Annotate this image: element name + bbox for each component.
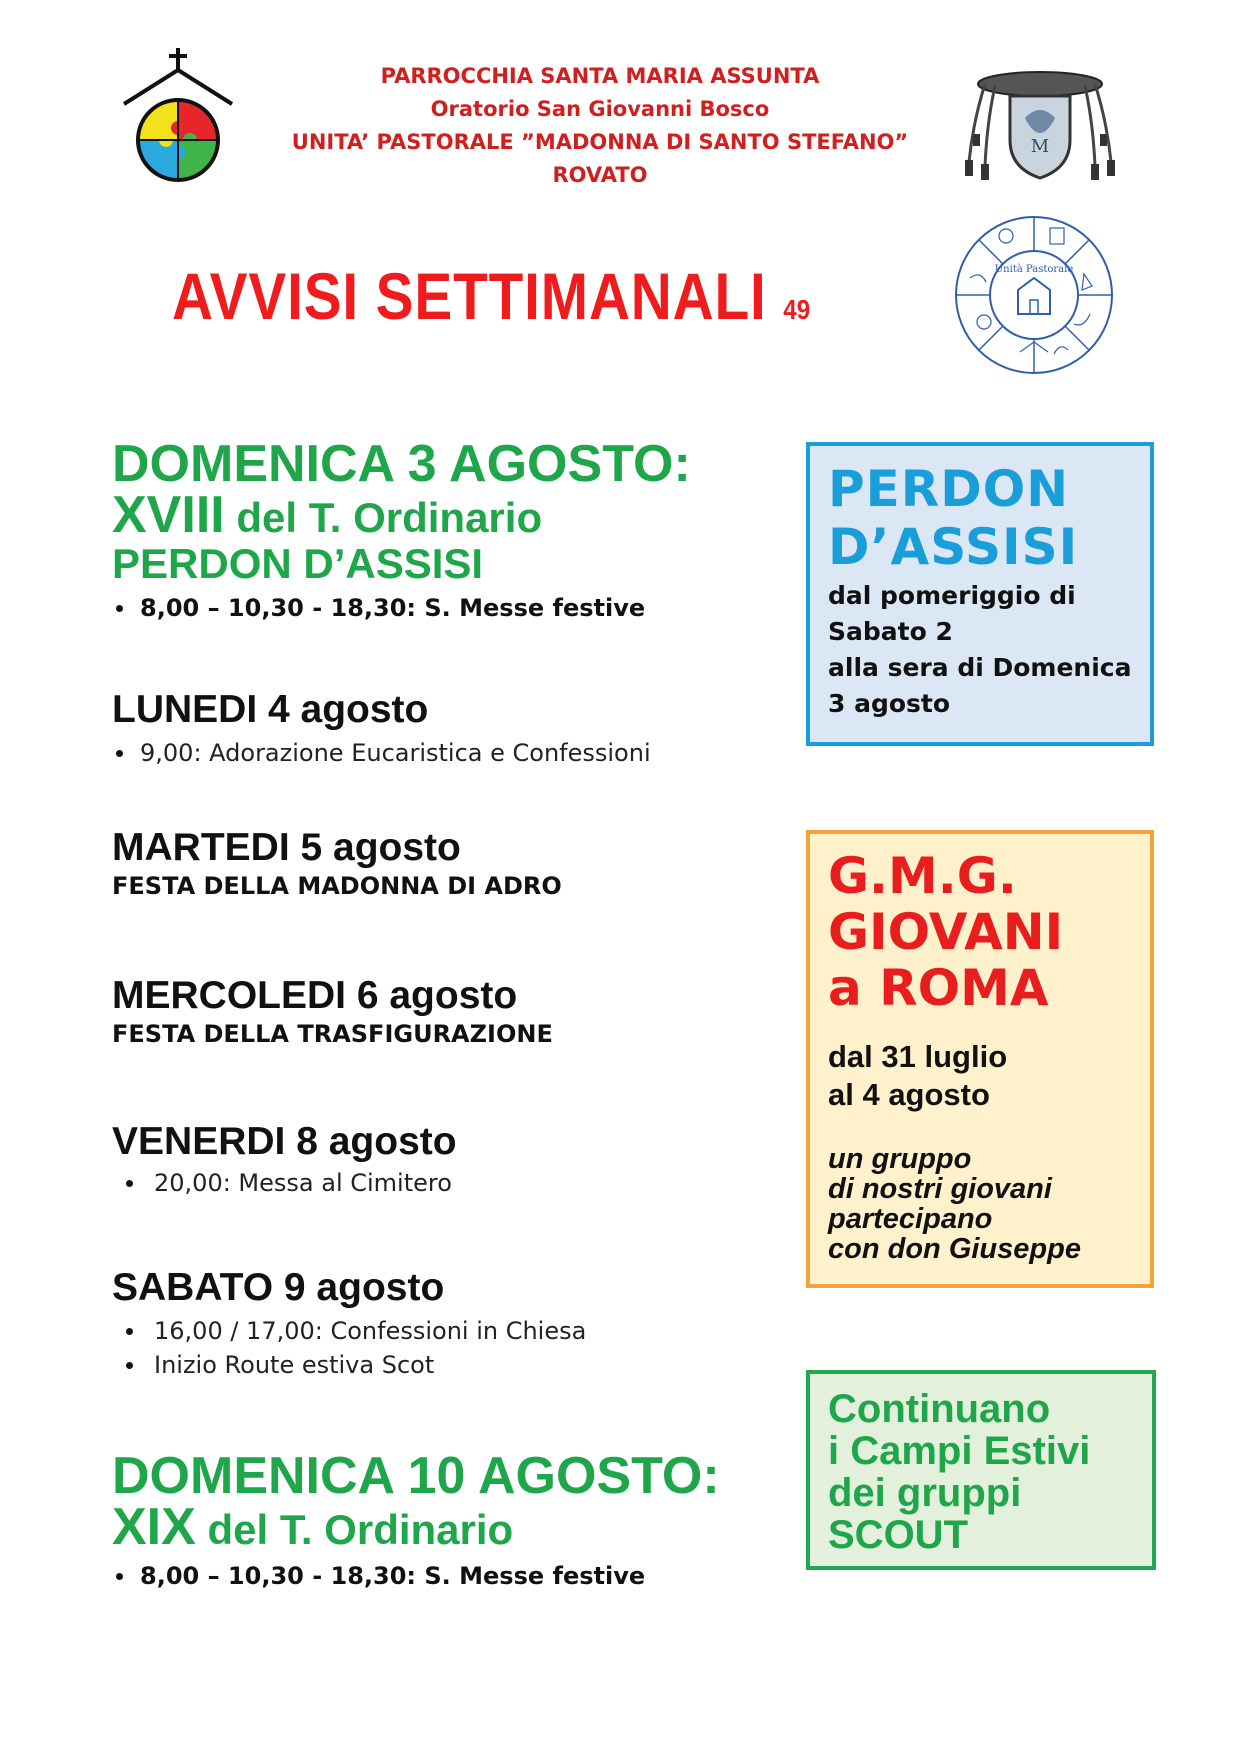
box-text-line: alla sera di Domenica [828, 653, 1132, 682]
parish-header [230, 60, 970, 192]
issue-number: 49 [783, 294, 811, 325]
box-title-line: D’ASSISI [828, 518, 1079, 576]
list-item: 8,00 – 10,30 - 18,30: S. Messe festive [112, 1559, 720, 1593]
day-heading: LUNEDI 4 agosto [112, 688, 429, 731]
day-heading: DOMENICA 3 AGOSTO: [112, 435, 691, 493]
header-line-3: UNITA’ PASTORALE ”MADONNA DI SANTO STEFANO” [291, 130, 909, 154]
page-title-text: AVVISI SETTIMANALI [172, 259, 767, 333]
box-date-line: al 4 agosto [828, 1077, 990, 1112]
day-liturgy-roman: XVIII [112, 486, 225, 544]
seal-label: Unità Pastorale [994, 264, 1074, 275]
box-title-line: GIOVANI [828, 903, 1064, 961]
gmg-box [806, 830, 1154, 1288]
day-items [112, 1559, 720, 1593]
oratorio-logo [118, 48, 248, 184]
box-text-line: Sabato 2 [828, 617, 953, 646]
box-note-line: di nostri giovani [828, 1173, 1052, 1205]
box-date-line: dal 31 luglio [828, 1039, 1008, 1074]
day-items [112, 1166, 457, 1200]
day-sunday-3 [112, 436, 691, 625]
perdon-assisi-box [806, 442, 1154, 746]
day-feast: PERDON D’ASSISI [112, 540, 484, 587]
box-title-line: dei gruppi [828, 1471, 1022, 1515]
day-saturday-9 [112, 1266, 586, 1382]
header-line-4: ROVATO [552, 163, 648, 187]
day-liturgy-rest: del T. Ordinario [195, 1506, 514, 1553]
day-heading: MARTEDI 5 agosto [112, 826, 461, 869]
box-note-line: un gruppo [828, 1143, 972, 1175]
box-title-line: SCOUT [828, 1513, 968, 1557]
day-sunday-10 [112, 1448, 720, 1593]
box-title-line: a ROMA [828, 959, 1049, 1017]
list-item: 9,00: Adorazione Eucaristica e Confessioni [112, 736, 651, 770]
box-text-line: dal pomeriggio di [828, 581, 1076, 610]
box-note-line: partecipano [828, 1203, 993, 1235]
day-subtitle: FESTA DELLA TRASFIGURAZIONE [112, 1020, 553, 1048]
day-heading: SABATO 9 agosto [112, 1266, 445, 1309]
box-note-line: con don Giuseppe [828, 1233, 1081, 1265]
list-item: 16,00 / 17,00: Confessioni in Chiesa [112, 1314, 586, 1348]
box-text [828, 578, 1132, 722]
scout-camps-box [806, 1370, 1156, 1570]
header-line-1: PARROCCHIA SANTA MARIA ASSUNTA [380, 64, 820, 88]
day-wednesday-6 [112, 974, 553, 1050]
list-item: 20,00: Messa al Cimitero [112, 1166, 457, 1200]
bishop-crest-icon [955, 62, 1125, 182]
box-note [828, 1144, 1132, 1264]
day-liturgy [112, 486, 691, 544]
list-item: Inizio Route estiva Scot [112, 1348, 586, 1382]
day-items [112, 1314, 586, 1382]
day-liturgy-roman: XIX [112, 1498, 196, 1556]
day-items [112, 736, 651, 770]
box-title-line: Continuano [828, 1387, 1051, 1431]
box-text-line: 3 agosto [828, 689, 951, 718]
box-dates [828, 1038, 1132, 1114]
day-subtitle: FESTA DELLA MADONNA DI ADRO [112, 872, 562, 900]
day-friday-8 [112, 1120, 457, 1200]
list-item: 8,00 – 10,30 - 18,30: S. Messe festive [112, 591, 691, 625]
header-line-2: Oratorio San Giovanni Bosco [430, 97, 770, 121]
svg-text:M: M [1030, 136, 1050, 157]
pastoral-unit-seal-icon [950, 214, 1118, 376]
day-items [112, 591, 691, 625]
box-title-line: G.M.G. [828, 847, 1017, 905]
box-title-line: i Campi Estivi [828, 1429, 1091, 1473]
box-title-line: PERDON [828, 460, 1070, 518]
day-liturgy-rest: del T. Ordinario [224, 494, 543, 541]
page-title [172, 258, 810, 334]
day-heading: VENERDI 8 agosto [112, 1120, 457, 1163]
day-heading: DOMENICA 10 AGOSTO: [112, 1447, 720, 1505]
day-monday-4 [112, 688, 651, 770]
day-liturgy [112, 1498, 720, 1556]
day-tuesday-5 [112, 826, 562, 902]
day-heading: MERCOLEDI 6 agosto [112, 974, 518, 1017]
